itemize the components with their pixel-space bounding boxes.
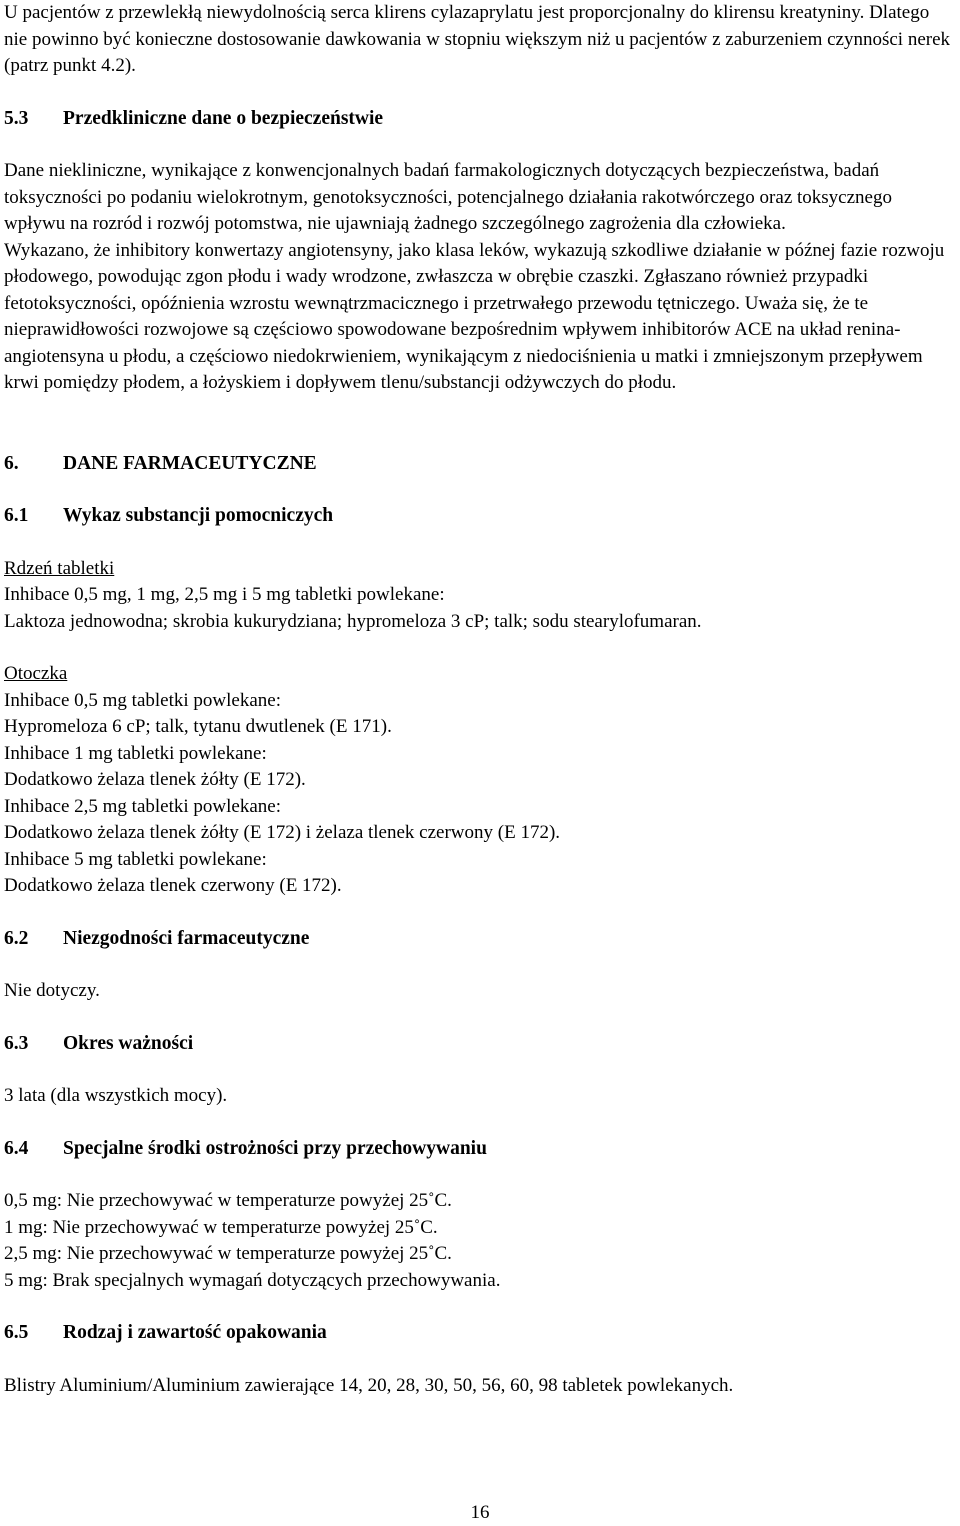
section-title: Rodzaj i zawartość opakowania	[63, 1322, 327, 1343]
spacer	[4, 1347, 956, 1373]
coat-line: Inhibace 0,5 mg tabletki powlekane:	[4, 689, 281, 711]
core-label: Rdzeń tabletki	[4, 557, 115, 579]
spacer	[4, 1110, 956, 1136]
coat-line: Inhibace 2,5 mg tabletki powlekane:	[4, 795, 281, 817]
spacer	[4, 132, 956, 158]
core-line: Inhibace 0,5 mg, 1 mg, 2,5 mg i 5 mg tabletki powlekane:	[4, 584, 445, 605]
section-number: 6.1	[4, 505, 29, 526]
section-number: 6.5	[4, 1322, 29, 1343]
spacer	[4, 952, 956, 978]
section-6-heading	[4, 451, 956, 478]
storage-line: 5 mg: Brak specjalnych wymagań dotyczących przechowywania.	[4, 1269, 501, 1291]
section-title: Przedkliniczne dane o bezpieczeństwie	[63, 107, 384, 129]
coat-label: Otoczka	[4, 663, 68, 684]
section-title: Niezgodności farmaceutyczne	[63, 927, 310, 949]
storage-line: 1 mg: Nie przechowywać w temperaturze powyżej 25˚C.	[4, 1216, 438, 1238]
spacer	[4, 1057, 956, 1083]
section-number: 6.4	[4, 1137, 29, 1159]
page-number: 16	[470, 1502, 490, 1523]
section-title: Wykaz substancji pomocniczych	[63, 505, 334, 526]
spacer	[4, 1005, 956, 1031]
spacer	[4, 1162, 956, 1188]
section-number: 6.3	[4, 1032, 29, 1054]
section-6-3-heading	[4, 1031, 956, 1058]
section-6-2-text: Nie dotyczy.	[4, 980, 100, 1001]
coat-line: Inhibace 5 mg tabletki powlekane:	[4, 848, 267, 870]
preclinical-paragraph-1: Dane niekliniczne, wynikające z konwencjonalnych badań farmakologicznych dotyczących bezpieczeństwa, badań toksyczności po podaniu wielokrotnym, genotoksyczności, potencjalnego działania rakotwórczego oraz toksycznego wpływu na rozród i rozwój potomstwa, nie ujawniają żadnego szczególnego zagrożenia dla człowieka.	[4, 160, 892, 234]
spacer	[4, 635, 956, 661]
preclinical-paragraph-2: Wykazano, że inhibitory konwertazy angiotensyny, jako klasa leków, wykazują szkodliwe działanie w późnej fazie rozwoju płodowego, powodując zgon płodu i wady wrodzone, zwłaszcza w obrębie czaszki. Zgłaszano również przypadki fetotoksyczności, opóźnienia wzrostu wewnątrzmacicznego i przetrwałego przewodu tętniczego. Uważa się, że te nieprawidłowości rozwojowe są częściowo spowodowane bezpośrednim wpływem inhibitorów ACE na układ renina-angiotensyna u płodu, a częściowo niedokrwieniem, wynikającym z niedociśnienia u matki i zmniejszonym przepływem krwi pomiędzy płodem, a łożyskiem i dopływem tlenu/substancji odżywczych do płodu.	[4, 239, 945, 393]
section-title: DANE FARMACEUTYCZNE	[63, 452, 317, 474]
spacer	[4, 477, 956, 503]
document-page	[4, 0, 956, 1399]
storage-line: 0,5 mg: Nie przechowywać w temperaturze powyżej 25˚C.	[4, 1190, 452, 1211]
spacer	[4, 397, 956, 451]
section-6-5-text: Blistry Aluminium/Aluminium zawierające 14, 20, 28, 30, 50, 56, 60, 98 tabletek powlekanych.	[4, 1374, 734, 1396]
section-number: 5.3	[4, 107, 29, 129]
coat-line: Dodatkowo żelaza tlenek żółty (E 172) i żelaza tlenek czerwony (E 172).	[4, 822, 561, 843]
core-line: Laktoza jednowodna; skrobia kukurydziana; hypromeloza 3 cP; talk; sodu stearylofumaran.	[4, 610, 702, 632]
coat-line: Dodatkowo żelaza tlenek czerwony (E 172).	[4, 875, 342, 896]
section-6-1-heading	[4, 503, 956, 530]
section-6-5-heading	[4, 1320, 956, 1347]
section-6-2-heading	[4, 926, 956, 953]
coat-line: Inhibace 1 mg tabletki powlekane:	[4, 742, 267, 764]
intro-paragraph: U pacjentów z przewlekłą niewydolnością serca klirens cylazaprylatu jest proporcjonalny do klirensu kreatyniny. Dlatego nie powinno być konieczne dostosowanie dawkowania w stopniu większym niż u pacjentów z zaburzeniem czynności nerek (patrz punkt 4.2).	[4, 2, 951, 76]
spacer	[4, 1294, 956, 1320]
section-6-4-heading	[4, 1136, 956, 1163]
spacer	[4, 900, 956, 926]
section-number: 6.	[4, 452, 19, 474]
section-5-3-heading	[4, 106, 956, 133]
storage-line: 2,5 mg: Nie przechowywać w temperaturze powyżej 25˚C.	[4, 1243, 452, 1264]
coat-line: Dodatkowo żelaza tlenek żółty (E 172).	[4, 769, 306, 790]
spacer	[4, 80, 956, 106]
section-6-3-text: 3 lata (dla wszystkich mocy).	[4, 1085, 228, 1106]
spacer	[4, 530, 956, 556]
section-title: Specjalne środki ostrożności przy przechowywaniu	[63, 1137, 487, 1159]
coat-line: Hypromeloza 6 cP; talk, tytanu dwutlenek (E 171).	[4, 716, 392, 737]
section-number: 6.2	[4, 927, 29, 949]
section-title: Okres ważności	[63, 1032, 194, 1054]
